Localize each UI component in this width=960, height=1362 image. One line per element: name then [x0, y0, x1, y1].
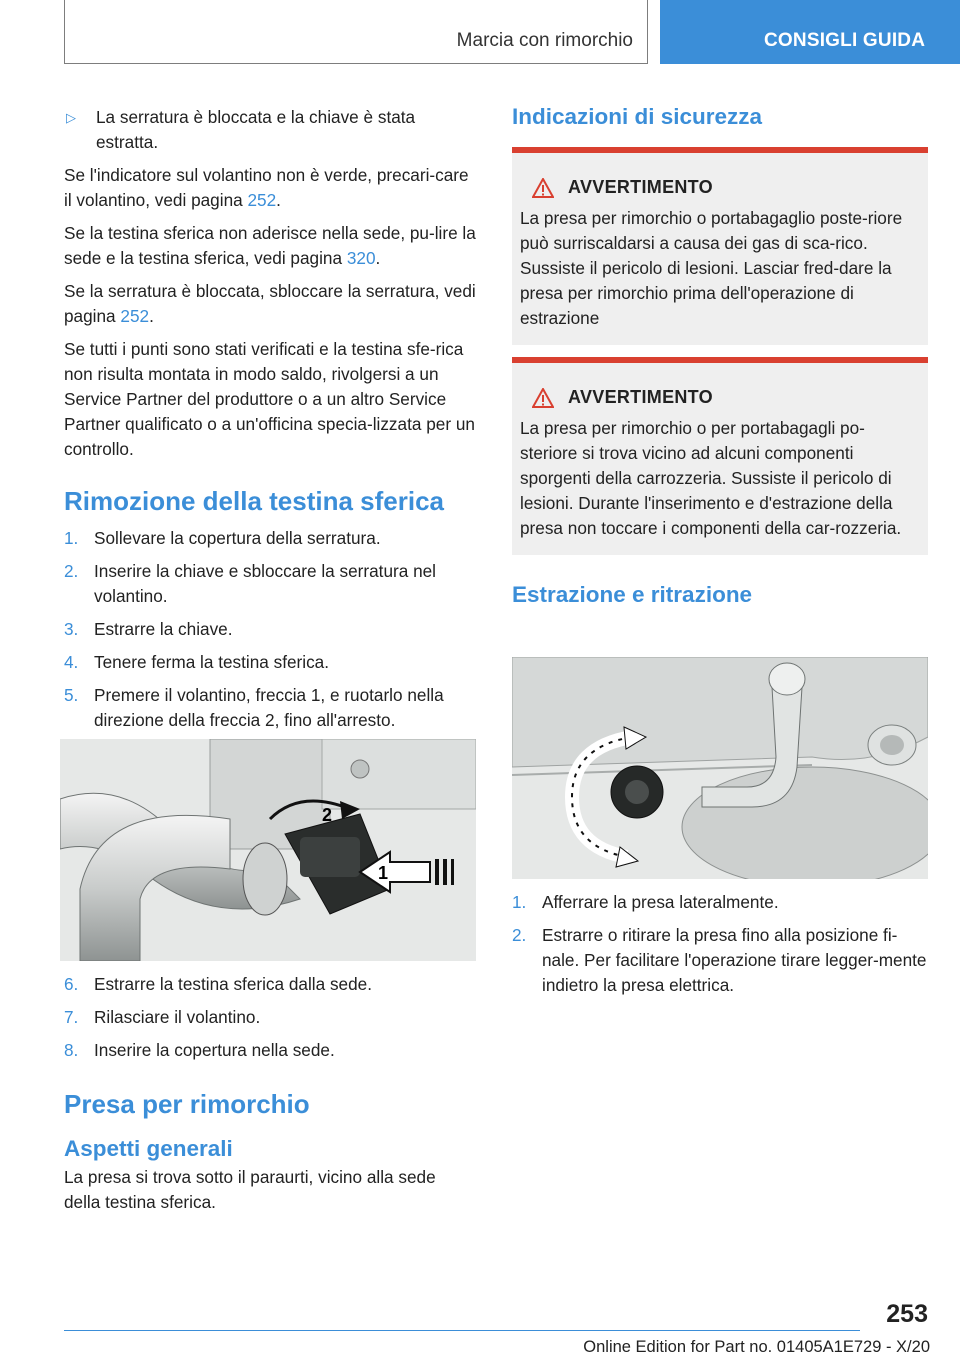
- heading-removal: Rimozione della testina sferica: [64, 486, 445, 516]
- steps-extract: [512, 890, 928, 998]
- paragraph-unlock: Se la serratura è bloccata, sbloccare la serratura, vedi pagina 252.: [64, 281, 476, 326]
- warning-triangle-icon: [532, 388, 554, 408]
- list-item: 1. Sollevare la copertura della serratura.: [64, 528, 381, 548]
- page-link-252[interactable]: 252: [247, 190, 277, 210]
- page-number: 253: [886, 1300, 928, 1328]
- arrow-label-1: 1: [378, 863, 389, 883]
- heading-socket: Presa per rimorchio: [64, 1089, 310, 1119]
- right-column-lower: [512, 890, 928, 1006]
- list-item: 7. Rilasciare il volantino.: [64, 1007, 261, 1027]
- list-item: 5. Premere il volantino, freccia 1, e ruotarlo nella direzione della freccia 2, fino all'arresto.: [64, 685, 444, 730]
- left-column-lower: [64, 972, 476, 1223]
- paragraph-general: La presa si trova sotto il paraurti, vicino alla sede della testina sferica.: [64, 1167, 436, 1212]
- bullet-item: [64, 105, 476, 155]
- warning-text: La presa per rimorchio o per portabagagli po-steriore si trova vicino ad alcuni componenti sporgenti della carrozzeria. Sussiste il pericolo di lesioni. Durante l'inserimento e d'estrazione della presa non toccare i componenti della car-rozzeria.: [520, 418, 902, 538]
- left-column: [64, 105, 476, 741]
- warning-title: AVVERTIMENTO: [568, 387, 713, 407]
- steps-removal-b: [64, 972, 476, 1063]
- arrow-label-2: 2: [322, 805, 333, 825]
- header-chapter-title: CONSIGLI GUIDA: [764, 30, 926, 51]
- header-chapter-tab[interactable]: [660, 0, 960, 64]
- bullet-text: La serratura è bloccata e la chiave è stata estratta.: [96, 107, 416, 152]
- paragraph-clean: Se la testina sferica non aderisce nella sede, pu-lire la sede e la testina sferica, vedi pagina 320.: [64, 223, 476, 268]
- list-item: 1. Afferrare la presa lateralmente.: [512, 892, 779, 912]
- steps-removal-a: [64, 526, 476, 733]
- list-item: 2. Inserire la chiave e sbloccare la serratura nel volantino.: [64, 561, 437, 606]
- warning-box: [512, 147, 928, 345]
- list-item: 3. Estrarre la chiave.: [64, 619, 233, 639]
- warning-box: [512, 357, 928, 555]
- header-section-title: Marcia con rimorchio: [456, 30, 633, 51]
- warning-text: La presa per rimorchio o portabagaglio poste-riore può surriscaldarsi a causa dei gas di sca-rico. Sussiste il pericolo di lesioni. Lasciar fred-dare la presa per rimorchio prima dell'operazione di estrazione: [520, 208, 903, 328]
- towbar-removal-illustration: [60, 739, 476, 961]
- footer-divider: [64, 1330, 860, 1331]
- paragraph-service: Se tutti i punti sono stati verificati e la testina sfe-rica non risulta montata in modo saldo, rivolgersi a un Service Partner del produttore o a un altro Service Partner qualificato o a un'officina specia-lizzata per un controllo.: [64, 339, 475, 459]
- right-column: [512, 103, 928, 609]
- warning-triangle-icon: [532, 178, 554, 198]
- page-link-252b[interactable]: 252: [120, 306, 150, 326]
- heading-safety: Indicazioni di sicurezza: [512, 104, 763, 129]
- header-section-box: [64, 0, 648, 64]
- subheading-general: Aspetti generali: [64, 1136, 233, 1161]
- warning-title: AVVERTIMENTO: [568, 177, 713, 197]
- socket-extraction-illustration: [512, 657, 928, 879]
- heading-extract: Estrazione e ritrazione: [512, 582, 753, 607]
- footer-edition: Online Edition for Part no. 01405A1E729 - X/20: [583, 1338, 930, 1356]
- bullet-triangle-icon: ▷: [66, 110, 76, 125]
- list-item: 4. Tenere ferma la testina sferica.: [64, 652, 330, 672]
- list-item: 2. Estrarre o ritirare la presa fino alla posizione fi-nale. Per facilitare l'operazione tirare legger-mente indietro la presa elettrica.: [512, 925, 927, 995]
- list-item: 6. Estrarre la testina sferica dalla sede.: [64, 974, 372, 994]
- paragraph-indicator: Se l'indicatore sul volantino non è verde, precari-care il volantino, vedi pagina 252.: [64, 165, 469, 210]
- page-link-320[interactable]: 320: [346, 248, 376, 268]
- list-item: 8. Inserire la copertura nella sede.: [64, 1040, 335, 1060]
